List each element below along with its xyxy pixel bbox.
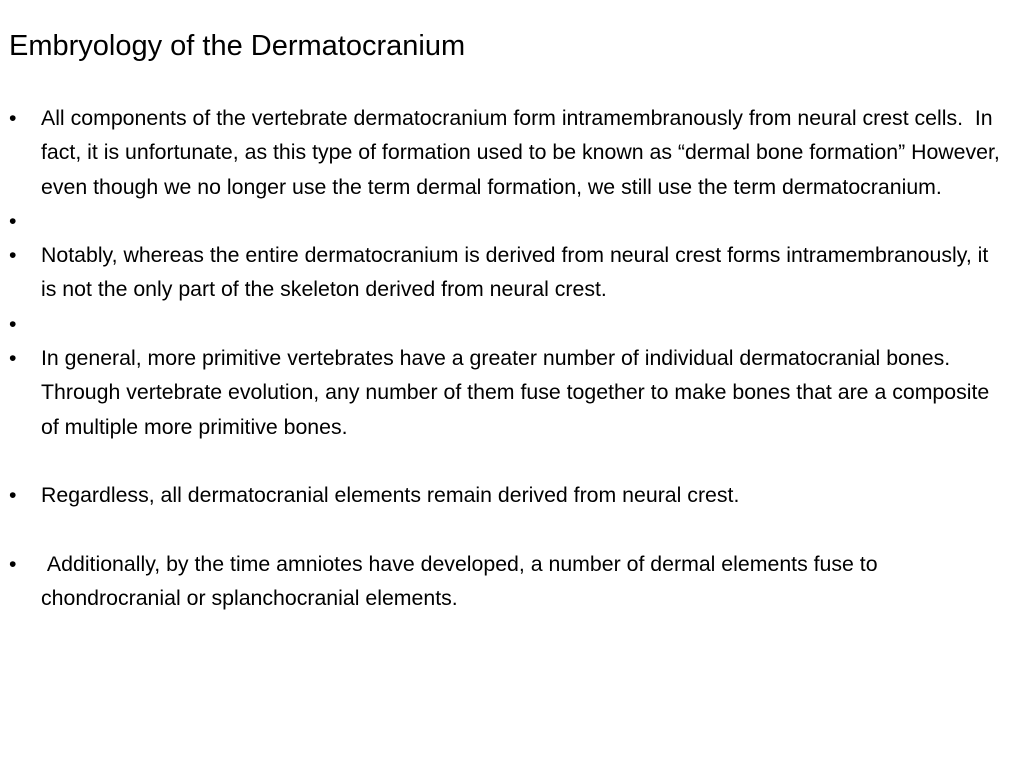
blank-line	[0, 444, 1000, 478]
bullet-item	[0, 547, 1000, 616]
bullet-item-empty	[0, 307, 1000, 341]
bullet-text: • Notably, whereas the entire dermatocranium is derived from neural crest forms intramembranously, it is not the only part of the skeleton derived from neural crest.	[41, 243, 995, 302]
bullet-item	[0, 341, 1000, 444]
bullet-text: • In general, more primitive vertebrates have a greater number of individual dermatocranial bones. Through vertebrate evolution, any number of them fuse together to make bones that are a composite of multiple more primitive bones.	[41, 346, 996, 439]
bullet-list	[0, 101, 1006, 615]
bullet-text: • Additionally, by the time amniotes have developed, a number of dermal elements fuse to chondrocranial or splanchocranial elements.	[41, 551, 884, 611]
bullet-text: • Regardless, all dermatocranial elements remain derived from neural crest.	[41, 483, 740, 508]
bullet-text: • All components of the vertebrate dermatocranium form intramembranously from neural crest cells. In fact, it is unfortunate, as this type of formation used to be known as “dermal bone formation” However, even though we no longer use the term dermal formation, we still use the term dermatocranium.	[41, 106, 1006, 199]
bullet-item	[0, 238, 1000, 307]
bullet-item-empty	[0, 204, 1000, 238]
bullet-item	[0, 478, 1000, 512]
slide-title: Embryology of the Dermatocranium	[9, 30, 466, 62]
blank-line	[0, 513, 1000, 547]
bullet-item	[0, 101, 1006, 204]
